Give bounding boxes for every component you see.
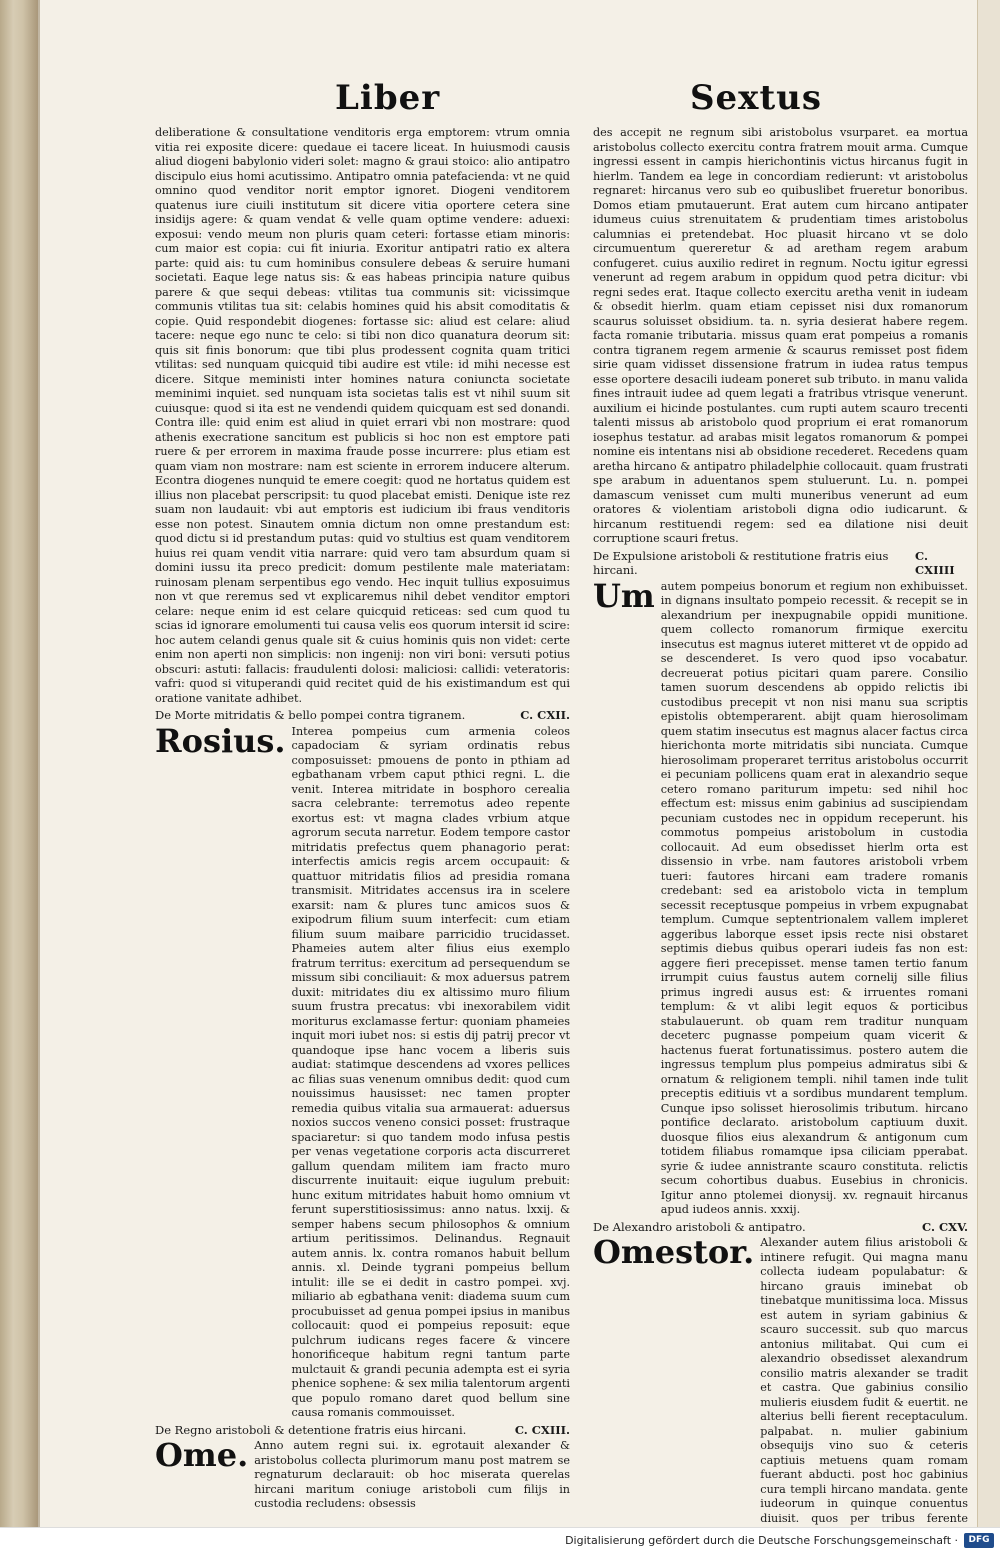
chapter-body [155, 721, 570, 1421]
chapter-body [155, 1436, 570, 1512]
chapter-title: De Regno aristoboli & detentione fratris eius hircani. [155, 1422, 467, 1437]
paragraph: Alexander autem filius aristoboli & intinere refugit. Qui magna manu collecta iudeam populabatur: & hircano grauis iminebat ob tinebatque munitissima loca. Missus est autem in syriam gabinius & scauro successit. sub quo marcus antonius militabat. Qui cum ei alexandrio obsedisset alexandrum consilio matris alexander se tradit et castra. Que gabinius consilio mulieris eiusdem fudit & euertit. ne alterius belli fierent receptaculum. palpabat. n. mulier gabinium obsequijs vino suo & ceteris captiuis metuens quam romam fuerant abducti. post hoc gabinius cura templi hircano mandata. gente iudeorum in quinque conuentus diuisit. quos per tribus ferente [760, 1236, 968, 1525]
running-head-left: Liber [335, 78, 441, 118]
paragraph: autem pompeius bonorum et regium non exhibuisset. in dignans insultato pompeio recessit. & recepit se in alexandrium per inexpugnabile oppidi munitione. quem collecto romanorum firmique exercitu insecutus est magnus iuteret mitteret vt de oppido ad se descenderet. Is vero quod ipso vocabatur. decreuerat potius picitari quam parere. Consilio tamen suorum descendens ab oppido relictis ibi custodibus precepit vt non nisi manu sua scriptis epistolis obtemperarent. abijt quam hierosolimam quem statim insecutus est magnus alacer factus circa hierichonta morte mitridatis sibi nunciata. Cumque hierosolimam properaret territus aristobolus occurrit ei pecuniam pollicens quam erat in alexandrio seque cetero romano pariturum impetu: sed nihil hoc effectum est: missus enim gabinius ad suscipiendam pecuniam custodes nec in oppidum receperunt. his commotus pompeius aristobolum in custodia collocauit. Ad eum obsedisset hierlm orta est dissensio in vrbe. nam fautores aristoboli vrbem tueri: fautores hircani eam tradere romanis credebant: sed ea aristobolo victa in templum secessit receptusque pompeius in vrbem expugnabat templum. Cumque septentrionalem vallem impleret aggeribus laborque esset ipsis recte nisi obstaret septimis diebus quibus operari iudeis fas non est: aggere fieri precepisset. mense tamen tertio fanum irrumpit cuius faustus autem cornelij sille filius primus ingredi ausus est: & irruentes romani templum: & vt alibi legit equos & porticibus stabulauerunt. ob quam rem traditur nunquam deceterc pugnasse pompeium quam vicerit & hactenus fuerat fortunatissimus. postero autem die ingressus templum plus pompeius admiratus sibi & ornatum & religionem templi. nihil tamen inde tulit preceptis editiuis vt a sordibus mundarent templum. Cunque ipso solisset hierosolimis tributum. hircano pontifice declarato. aristobolum captiuum duxit. duosque filios eius alexandrum & antigonum cum totidem filiabus romamque ipsa ciliciam pperabat. syrie & iudee annistrante scauro constituta. relictis secum cohortibus duabus. Eusebius in chronicis. Igitur anno ptolemei dionysij. xv. regnauit hircanus apud iudeos annis. xxxij. [660, 579, 968, 1216]
chapter-number: C. CXII. [520, 708, 570, 722]
decorated-initial: Um [593, 576, 655, 615]
decorated-initial: Ome. [155, 1436, 249, 1474]
chapter-number: C. CXIII. [514, 1422, 570, 1437]
left-column [155, 126, 570, 1514]
dfg-logo: DFG [964, 1533, 994, 1548]
chapter-number: C. CXIIII [915, 548, 955, 577]
paragraph: des accepit ne regnum sibi aristobolus vsurparet. ea mortua aristobolus collecto exercitu contra fratrem mouit arma. Cumque ingressi essent in campis hierichontinis victus hircanus fugit in hierlm. Tandem ea lege in concordiam redierunt: vt aristobolus regnaret: hircanus vero sub eo quibuslibet frueretur bonoribus. Domos etiam pmutauerunt. Erat autem cum hircano antipater idumeus cuius strenuitatem & prudentiam times aristobolus calumnias ei pretendebat. Hoc pluasit hircano vt se dolo circumuentum quereretur & ad aretham regem arabum confugeret. cuius auxilio rediret in regnum. Noctu igitur egressi venerunt ad regem arabum in oppidum quod petra dicitur: vbi regni sedes erat. Itaque collecto exercitu aretha venit in iudeam & obsedit hierlm. quam etiam cepisset nisi dux romanorum scaurus soluisset obsidium. ta. n. syria desierat habere regem. facta romanie tributaria. missus quam erat pompeius a romanis contra tigranem regem armenie & scaurus remisset post fidem sirie quam vidisset dissensione fratrum in iudea ratus tempus esse oportere desacili iudeam poneret sub tributo. in manu valida fines intrauit iudee ad quem legati a fratribus vtrisque venerunt. auxilium ei hicinde postulantes. cum rupti autem scauro trecenti talenti missus ab aristobolo quod proprium ei erat romanorum iosephus testatur. ad arabas misit legatos romanorum & pompei nomine eis intentans nisi ab obsidione recederet. Recedens quam aretha hircano & antipatro philadelphie collocauit. quam frustrati spe arabum in aduentanos spem stuluerunt. Lu. n. pompei damascum venisset cum multi muneribus venerunt ad eum oratores & violentiam aristoboli digna odio iudicarunt. & hircanum restituendi regem: sed ea dilatione nisi deuit corruptione scauri fretus. [593, 126, 968, 545]
footer-bar [0, 1527, 1000, 1554]
chapter-body [593, 576, 968, 1218]
chapter-heading [593, 1220, 968, 1235]
chapter-heading [155, 1423, 570, 1438]
paragraph: deliberatione & consultatione venditoris erga emptorem: vtrum omnia vitia rei exposite dicere: quedaue ei tacere liceat. In huiusmodi causis aliud diogeni babylonio videri solet: magno & graui stoico: alio antipatro discipulo eius homi acutissimo. Antipatro omnia patefacienda: vt ne quid omnino quod venditor norit emptor ignoret. Diogeni venditorem quatenus iure ciuili institutum sit dicere vitia oportere cetera sine insidijs agere: & quam vendat & velle quam optime vendere: aduexi: exposui: vendo meum non pluris quam ceteri: fortasse etiam minoris: cum maior est copia: cui fit iniuria. Exoritur antipatri ratio ex altera parte: quid ais: tu cum hominibus consulere debeas & seruire humani societati. Eaque lege natus sis: & eas habeas principia nature quibus parere & que sequi debeas: vtilitas tua communis sit: vicissimque communis vtilitas tua sit: celabis homines quid his absit comoditatis & copie. Quid respondebit diogenes: fortasse sic: aliud est celare: aliud tacere: neque ego nunc te celo: si tibi non dico quanatura deorum sit: quis sit finis bonorum: que tibi plus prodessent cognita quam tritici vtilitas: sed nunquam quicquid tibi audire est vtile: id mihi necesse est dicere. Sitque meministi inter homines natura coniuncta societate meminimi inquiet. sed nunquam ista societas talis est vt nihil suum sit cuiusque: quod si ita est ne vendendi quidem quicquam est sed donandi. Contra ille: quid enim est aliud in quiet errari vbi non mostrare: quod athenis execratione sancitum est publicis si hoc non est emptore pati ruere & per errorem in maxima fraude posse incurrere: plus etiam est quam viam non mostrare: nam est sciente in errorem inducere alterum. Econtra diogenes nunquid te emere coegit: quod ne hortatus quidem est illius non placebat perscripsit: tu quod placebat emisti. Denique iste rez suam non laudauit: vbi aut emptoris est iudicium ibi fraus venditoris esse non potest. Sinautem omnia dictum non omne prestandum est: quod dictu si id prestandum putas: quid vo stultius est quam venditorem huius rei quam vendit vitia narrare: quid vero tam absurdum quam si domini iussu ita preco predicit: domum pestilente male materiatam: ruinosam plenam serpentibus ego vendo. Hec inquit tullius exposuimus non vt que reremus sed vt explicaremus nihil debet venditor emptori celare: neque enim id est celare quicquid reticeas: sed cum quod tu scias id ignorare emolumenti tui causa velis eos quorum intersit id scire: hoc autem celandi genus quale sit & cuius hominis quis non videt: certe enim non aperti non simplicis: non ingenij: non viri boni: versuti potius obscuri: astuti: fallacis: fraudulenti dolosi: maliciosi: callidi: veteratoris: vafri: quod si vituperandi quid recitet quid de his existimandum est qui oratione vanitate adhibet. [155, 126, 570, 705]
paragraph: Anno autem regni sui. ix. egrotauit alexander & aristobolus collecta plurimorum manu post matrem se regnaturum declarauit: ob hoc miserata querelas hircani maritum coniuge aristoboli cum filijs in custodia recludens: obsessis [254, 1439, 570, 1510]
chapter-title: De Morte mitridatis & bello pompei contra tigranem. [155, 708, 466, 722]
running-head-right: Sextus [690, 78, 823, 118]
book-spine-edge [0, 0, 38, 1527]
chapter-title: De Alexandro aristoboli & antipatro. [593, 1219, 806, 1234]
funding-notice: Digitalisierung gefördert durch die Deutsche Forschungsgemeinschaft · [565, 1534, 958, 1547]
chapter-heading [155, 708, 570, 723]
facing-page-edge [977, 0, 1000, 1527]
paragraph: Interea pompeius cum armenia coleos capadociam & syriam ordinatis rebus composuisset: pmouens de ponto in pthiam ad egbathanam vrbem caput pthici regni. L. die venit. Interea mitridate in bosphoro cerealia sacra celebrante: terremotus adeo repente exortus est: vt magna clades vrbium atque agrorum secuta narretur. Eodem tempore castor mitridatis prefectus quem phanagorio perat: interfectis amicis regis arcem occupauit: & quattuor mitridatis filios ad presidia romana transmisit. Mitridates accensus ira in scelere exarsit: nam & plures tunc amicos suos & exipodrum filium suum interfecit: cum etiam filium suum maibare parricidio trucidasset. Phameies autem alter filius eius exemplo fratrum territus: exercitum ad persequendum se missum sibi conciliauit: & mox aduersus patrem duxit: mitridates diu ex altissimo muro filium suum frustra precatus: vbi inexorabilem vidit moriturus exclamasse fertur: quoniam phameies inquit mori iubet nos: si estis dij patrij precor vt quandoque ipse hanc vocem a liberis suis audiat: statimque descendens ad vxores pellices ac filias suas venenum omnibus dedit: quod cum nouissimus hausisset: nec tamen propter remedia quibus vitalia sua armauerat: aduersus noxios succos veneno consici posset: frustraque spaciaretur: si quo tandem modo infusa pestis per venas vegetatione corporis acta discurreret gallum quendam militem iam fracto muro discurrente inuitauit: eique iugulum prebuit: hunc exitum mitridates habuit homo omnium vt ferunt superstitiosissimus: anno natus. lxxij. & semper habens secum philosophos & omnium artium peritissimos. Delinandus. Regnauit autem annis. lx. contra romanos habuit bellum annis. xl. Deinde tygrani pompeius bellum intulit: ille se ei dedit in castro pompei. xvj. miliario ab egbathana venit: diadema suum cum procubuisset ad genua pompei ipsius in manibus collocauit: quod ei pompeius reposuit: eque pulchrum iudicans reges facere & vincere honorificeque habitum regni tantum parte mulctauit & grandi pecunia adempta est ei syria phenice sophene: & sex milia talentorum argenti que populo romano daret quod bellum sine causa romanis commouisset. [291, 724, 570, 1419]
right-column [593, 126, 968, 1527]
chapter-body [593, 1233, 968, 1527]
decorated-initial: Rosius. [155, 721, 286, 760]
chapter-number: C. CXV. [922, 1219, 968, 1234]
chapter-heading [593, 549, 968, 578]
chapter-title: De Expulsione aristoboli & restitutione fratris eius hircani. [593, 548, 889, 577]
decorated-initial: Omestor. [593, 1233, 755, 1271]
